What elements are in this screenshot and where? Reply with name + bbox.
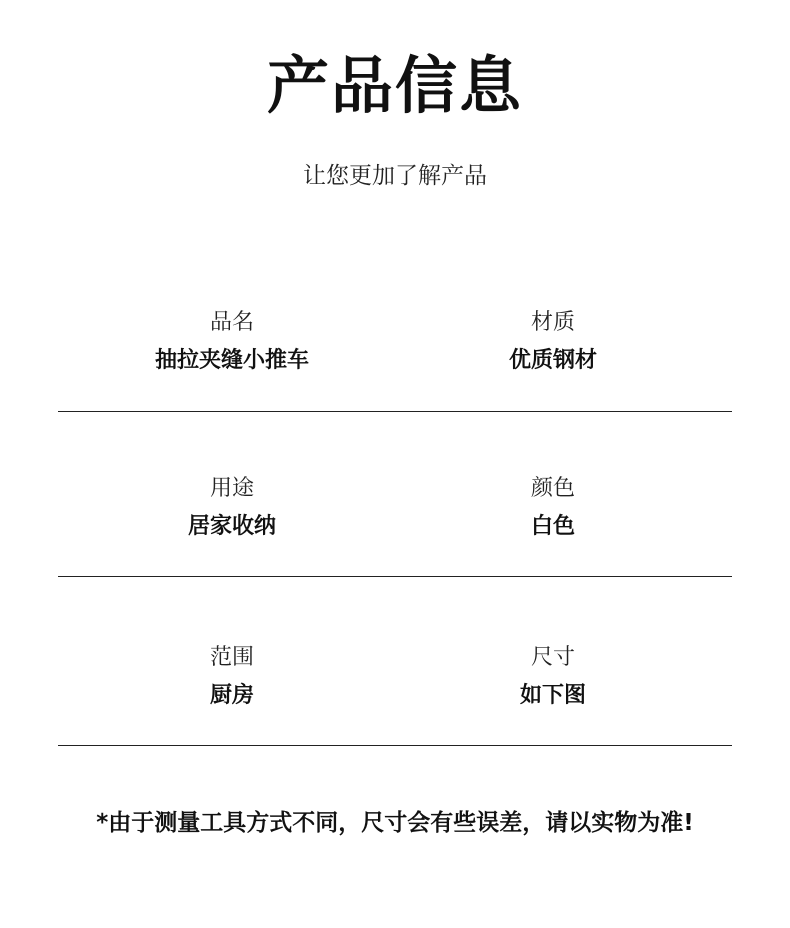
spec-value: 居家收纳 bbox=[187, 514, 276, 539]
divider bbox=[58, 411, 732, 412]
spec-label: 尺寸 bbox=[530, 645, 575, 670]
divider bbox=[58, 745, 732, 746]
spec-label: 品名 bbox=[209, 310, 254, 335]
spec-value: 抽拉夹缝小推车 bbox=[154, 348, 309, 373]
spec-cell-color bbox=[393, 474, 713, 542]
spec-cell-scope bbox=[72, 643, 392, 711]
divider bbox=[58, 576, 732, 577]
spec-label: 颜色 bbox=[530, 476, 575, 501]
spec-cell-usage bbox=[72, 474, 392, 542]
page-title: 产品信息 bbox=[266, 49, 523, 122]
spec-label: 用途 bbox=[209, 476, 254, 501]
spec-value: 如下图 bbox=[519, 683, 586, 708]
spec-cell-name bbox=[72, 308, 392, 376]
spec-value: 白色 bbox=[530, 514, 575, 539]
spec-value: 优质钢材 bbox=[508, 348, 597, 373]
spec-cell-size bbox=[393, 643, 713, 711]
spec-cell-material bbox=[393, 308, 713, 376]
spec-value: 厨房 bbox=[209, 683, 254, 708]
page-subtitle: 让您更加了解产品 bbox=[303, 163, 487, 189]
disclaimer-note: *由于测量工具方式不同，尺寸会有些误差，请以实物为准! bbox=[96, 810, 694, 836]
spec-label: 范围 bbox=[209, 645, 254, 670]
spec-label: 材质 bbox=[530, 310, 575, 335]
